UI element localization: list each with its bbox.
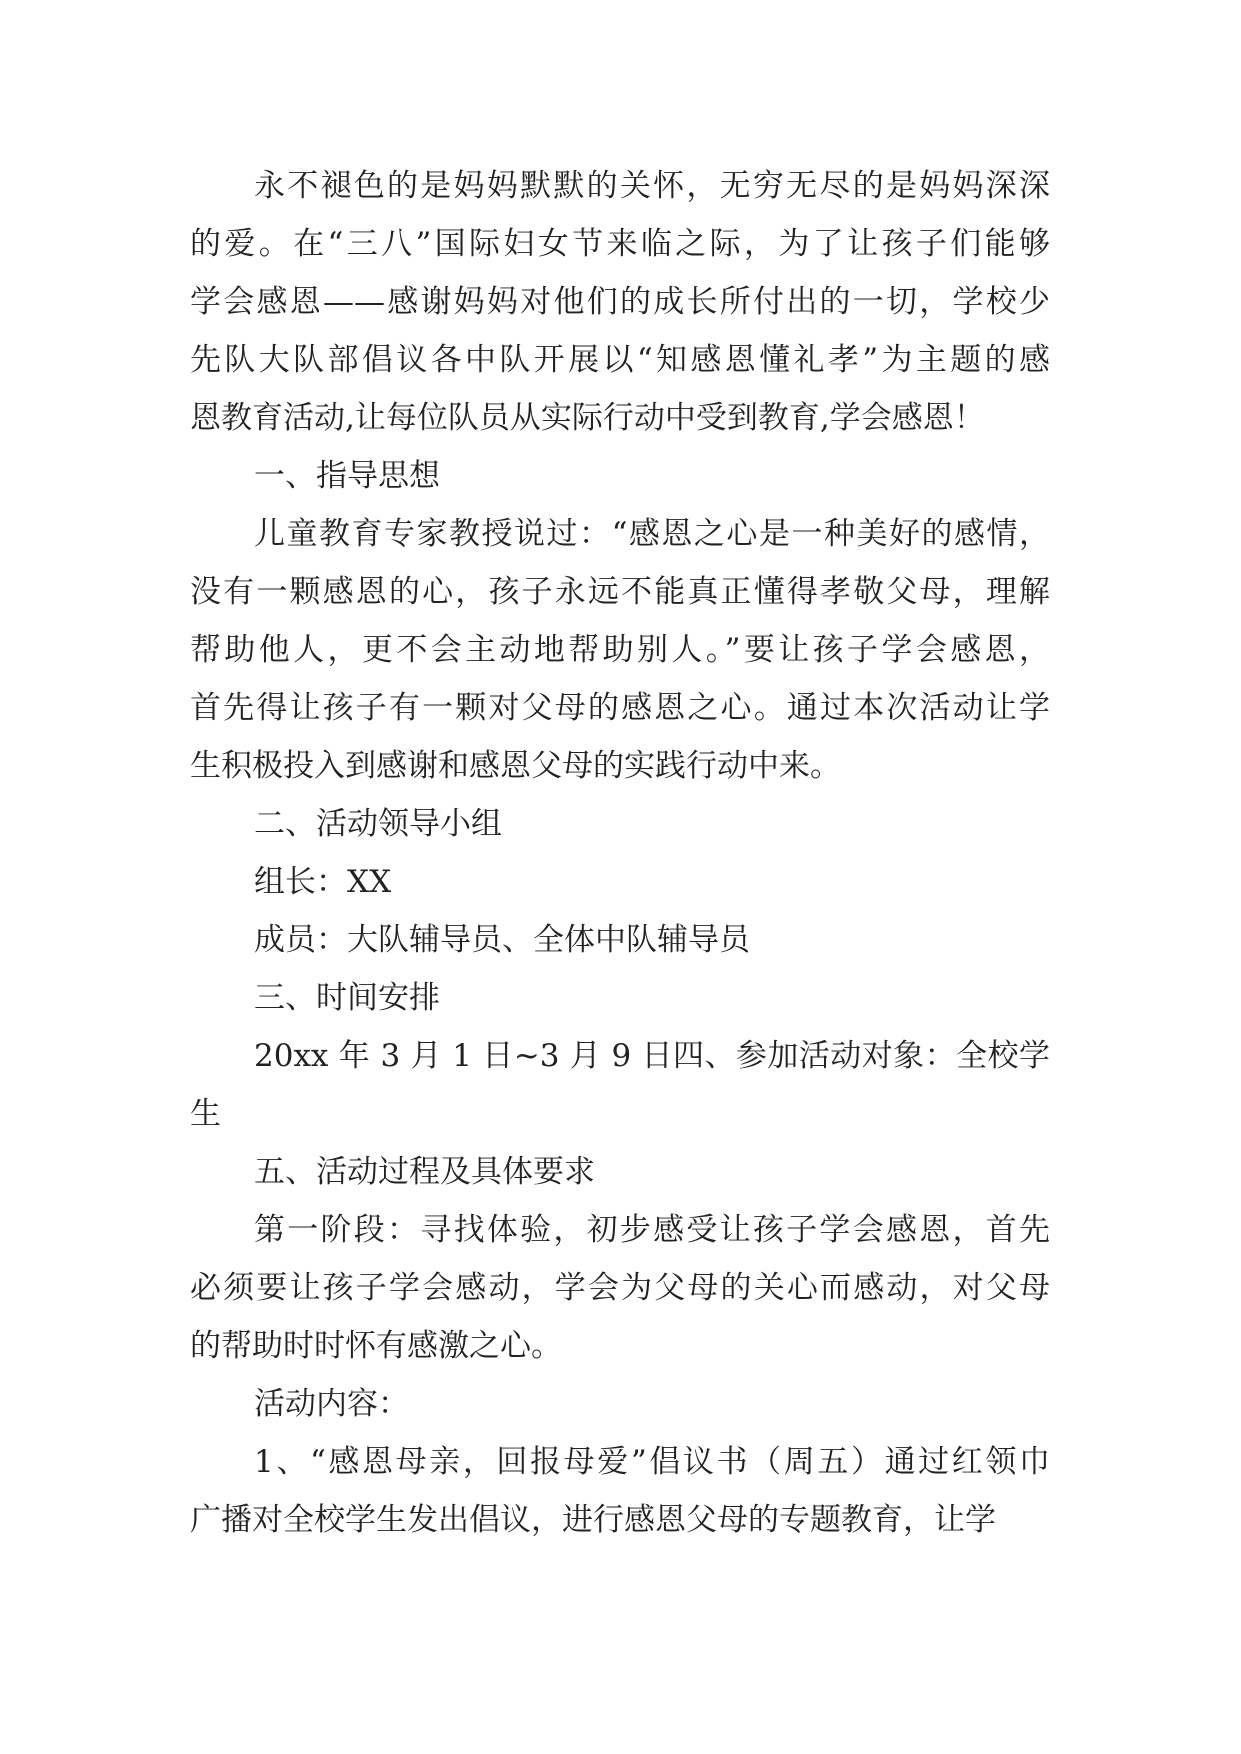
paragraph-line: 帮助他人，更不会主动地帮助别人。”要让孩子学会感恩， <box>190 632 1050 668</box>
paragraph-line: 生积极投入到感谢和感恩父母的实践行动中来。 <box>190 748 841 784</box>
paragraph-line: 第一阶段：寻找体验，初步感受让孩子学会感恩，首先 <box>254 1212 1050 1248</box>
paragraph-line: 成员：大队辅导员、全体中队辅导员 <box>254 922 750 958</box>
paragraph-line: 五、活动过程及具体要求 <box>254 1154 595 1190</box>
paragraph <box>190 505 1050 795</box>
paragraph <box>190 969 1050 1027</box>
paragraph-line: 广播对全校学生发出倡议，进行感恩父母的专题教育，让学 <box>190 1502 996 1538</box>
paragraph <box>190 447 1050 505</box>
paragraph <box>190 1143 1050 1201</box>
paragraph-line: 恩教育活动,让每位队员从实际行动中受到教育,学会感恩！ <box>190 400 985 436</box>
paragraph <box>190 1433 1050 1549</box>
paragraph-line: 必须要让孩子学会感动，学会为父母的关心而感动，对父母 <box>190 1270 1050 1306</box>
paragraph-line: 组长：XX <box>254 864 392 900</box>
paragraph-line: 先队大队部倡议各中队开展以“知感恩懂礼孝”为主题的感 <box>190 342 1050 378</box>
paragraph-line: 儿童教育专家教授说过：“感恩之心是一种美好的感情， <box>254 516 1050 552</box>
paragraph <box>190 911 1050 969</box>
paragraph-line: 生 <box>190 1096 221 1132</box>
paragraph <box>190 1027 1050 1143</box>
paragraph-line: 学会感恩——感谢妈妈对他们的成长所付出的一切，学校少 <box>190 284 1050 320</box>
paragraph-line: 首先得让孩子有一颗对父母的感恩之心。通过本次活动让学 <box>190 690 1050 726</box>
paragraph-line: 没有一颗感恩的心，孩子永远不能真正懂得孝敬父母，理解 <box>190 574 1050 610</box>
paragraph-line: 的爱。在“三八”国际妇女节来临之际，为了让孩子们能够 <box>190 226 1050 262</box>
paragraph-line: 活动内容： <box>254 1386 409 1422</box>
paragraph-line: 二、活动领导小组 <box>254 806 502 842</box>
document-body <box>190 157 1050 1549</box>
paragraph <box>190 795 1050 853</box>
paragraph <box>190 157 1050 447</box>
paragraph-line: 三、时间安排 <box>254 980 440 1016</box>
paragraph-line: 永不褪色的是妈妈默默的关怀，无穷无尽的是妈妈深深 <box>254 168 1050 204</box>
paragraph-line: 20xx 年 3 月 1 日~3 月 9 日四、参加活动对象：全校学 <box>254 1038 1050 1074</box>
paragraph-line: 的帮助时时怀有感激之心。 <box>190 1328 562 1364</box>
paragraph <box>190 1375 1050 1433</box>
paragraph-line: 1、“感恩母亲，回报母爱”倡议书（周五）通过红领巾 <box>254 1444 1050 1480</box>
paragraph <box>190 853 1050 911</box>
paragraph <box>190 1201 1050 1375</box>
paragraph-line: 一、指导思想 <box>254 458 440 494</box>
